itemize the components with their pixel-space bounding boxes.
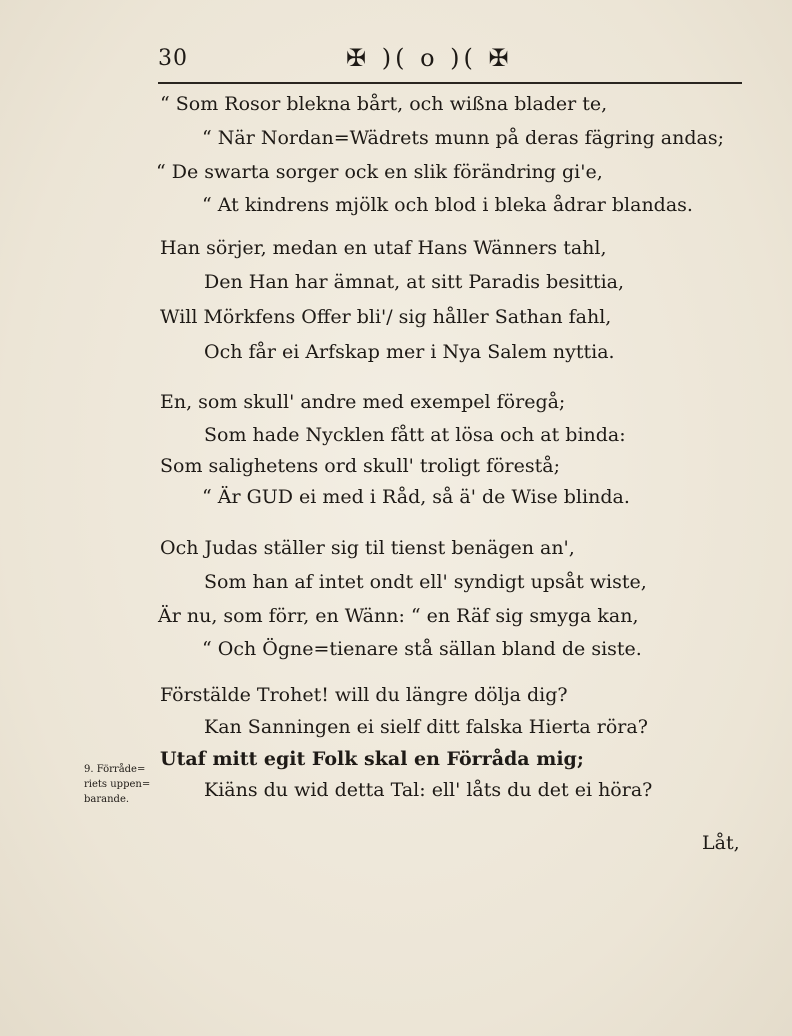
verse-line: Som hade Nycklen fått at lösa och at binda: bbox=[204, 424, 626, 446]
verse-line: Den Han har ämnat, at sitt Paradis besittia, bbox=[204, 271, 625, 293]
page-number: 30 bbox=[158, 46, 188, 71]
verse-line: Är nu, som förr, en Wänn: “ en Räf sig smyga kan, bbox=[158, 605, 639, 627]
verse-line: Kan Sanningen ei sielf ditt falska Hierta röra? bbox=[204, 716, 648, 738]
verse-line: Som salighetens ord skull' troligt förestå; bbox=[160, 455, 560, 477]
verse-line: “ At kindrens mjölk och blod i bleka ådrar blandas. bbox=[202, 194, 693, 216]
page-header bbox=[158, 44, 748, 80]
verse-line: Kiäns du wid detta Tal: ell' låts du det ei höra? bbox=[204, 779, 653, 801]
margin-note-line: barande. bbox=[84, 794, 130, 805]
verse-line: “ De swarta sorger ock en slik förändring gi'e, bbox=[156, 161, 603, 183]
verse-line: Och Judas ställer sig til tienst benägen an', bbox=[160, 537, 575, 559]
catchword: Låt, bbox=[702, 832, 740, 854]
verse-line: Och får ei Arfskap mer i Nya Salem nyttia. bbox=[204, 341, 615, 363]
verse-line: Förstälde Trohet! will du längre dölja dig? bbox=[160, 684, 568, 706]
verse-line: “ Som Rosor blekna bårt, och wißna blader te, bbox=[160, 93, 608, 115]
verse-line: Som han af intet ondt ell' syndigt upsåt wiste, bbox=[204, 571, 647, 593]
verse-line: Han sörjer, medan en utaf Hans Wänners tahl, bbox=[160, 237, 607, 259]
verse-line: En, som skull' andre med exempel föregå; bbox=[160, 391, 566, 413]
header-rule bbox=[158, 82, 742, 84]
margin-note bbox=[84, 762, 164, 807]
verse-line: Utaf mitt egit Folk skal en Förråda mig; bbox=[160, 748, 584, 770]
margin-note-line: riets uppen= bbox=[84, 779, 151, 790]
verse-line: “ Och Ögne=tienare stå sällan bland de siste. bbox=[202, 638, 642, 660]
margin-note-line: 9. Förråde= bbox=[84, 764, 146, 775]
header-ornament: ✠ )( o )( ✠ bbox=[346, 44, 513, 72]
verse-line: Will Mörkfens Offer bli'/ sig håller Sathan fahl, bbox=[160, 306, 612, 328]
verse-line: “ När Nordan=Wädrets munn på deras fägring andas; bbox=[202, 127, 724, 149]
verse-line: “ Är GUD ei med i Råd, så ä' de Wise blinda. bbox=[202, 486, 630, 508]
